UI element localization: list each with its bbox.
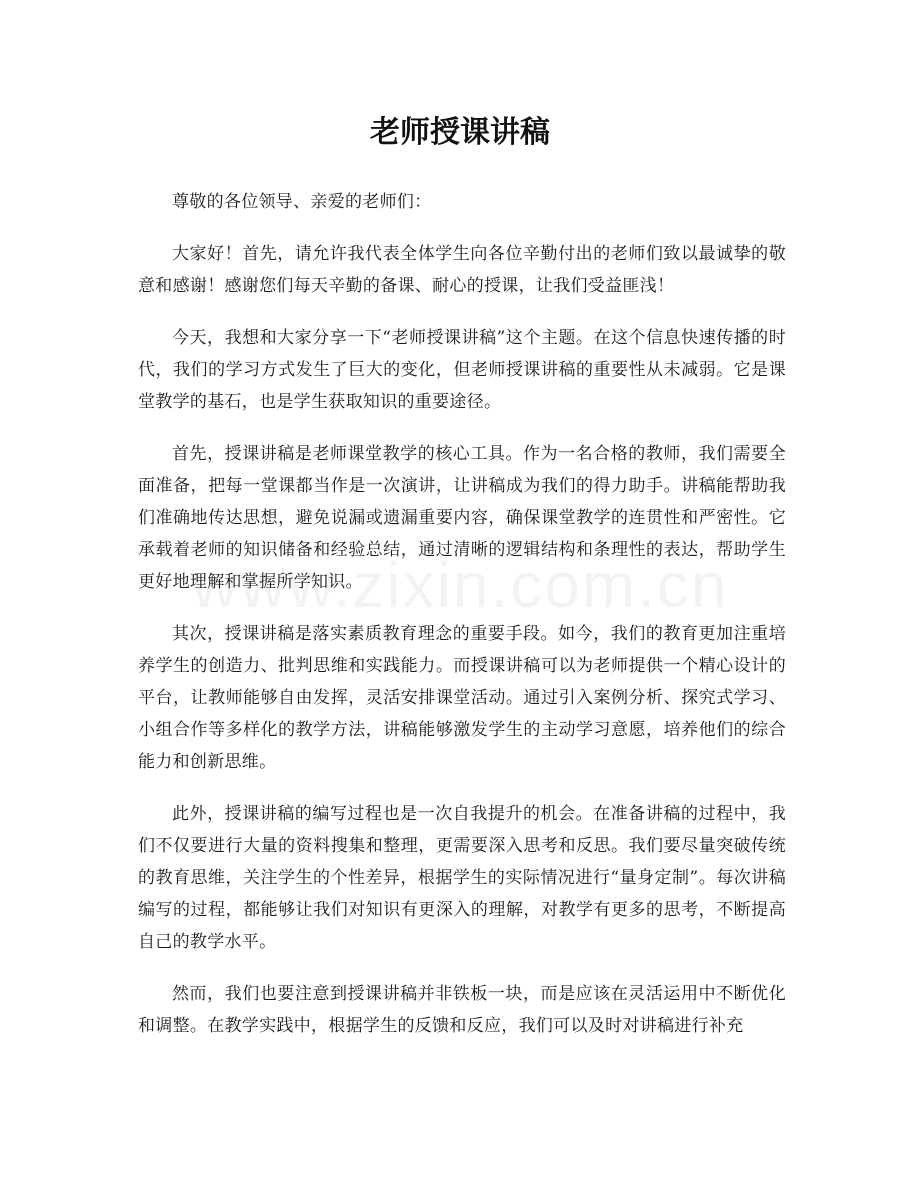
paragraph-5: 此外，授课讲稿的编写过程也是一次自我提升的机会。在准备讲稿的过程中，我们不仅要进行大量的资料搜集和整理，更需要深入思考和反思。我们要尽量突破传统的教育思维，关注学生的个性差异，根据学生的实际情况进行“量身定制”。每次讲稿编写的过程，都能够让我们对知识有更深入的理解，对教学有更多的思考，不断提高自己的教学水平。: [138, 804, 786, 952]
paragraph-4: 其次，授课讲稿是落实素质教育理念的重要手段。如今，我们的教育更加注重培养学生的创造力、批判思维和实践能力。而授课讲稿可以为老师提供一个精心设计的平台，让教师能够自由发挥，灵活安排课堂活动。通过引入案例分析、探究式学习、小组合作等多样化的教学方法，讲稿能够激发学生的主动学习意愿，培养他们的综合能力和创新思维。: [138, 624, 786, 772]
paragraph-1: 大家好！首先，请允许我代表全体学生向各位辛勤付出的老师们致以最诚挚的敬意和感谢！感谢您们每天辛勤的备课、耐心的授课，让我们受益匪浅！: [138, 244, 786, 296]
paragraph-2: 今天，我想和大家分享一下“老师授课讲稿”这个主题。在这个信息快速传播的时代，我们的学习方式发生了巨大的变化，但老师授课讲稿的重要性从未减弱。它是课堂教学的基石，也是学生获取知识的重要途径。: [138, 328, 786, 412]
document-body: [138, 186, 786, 1062]
document-title: 老师授课讲稿: [370, 115, 550, 150]
salutation: 尊敬的各位领导、亲爱的老师们：: [172, 192, 432, 212]
paragraph-3: 首先，授课讲稿是老师课堂教学的核心工具。作为一名合格的教师，我们需要全面准备，把每一堂课都当作是一次演讲，让讲稿成为我们的得力助手。讲稿能帮助我们准确地传达思想，避免说漏或遗漏重要内容，确保课堂教学的连贯性和严密性。它承载着老师的知识储备和经验总结，通过清晰的逻辑结构和条理性的表达，帮助学生更好地理解和掌握所学知识。: [138, 444, 786, 592]
paragraph-6: 然而，我们也要注意到授课讲稿并非铁板一块，而是应该在灵活运用中不断优化和调整。在教学实践中，根据学生的反馈和反应，我们可以及时对讲稿进行补充: [138, 984, 786, 1036]
